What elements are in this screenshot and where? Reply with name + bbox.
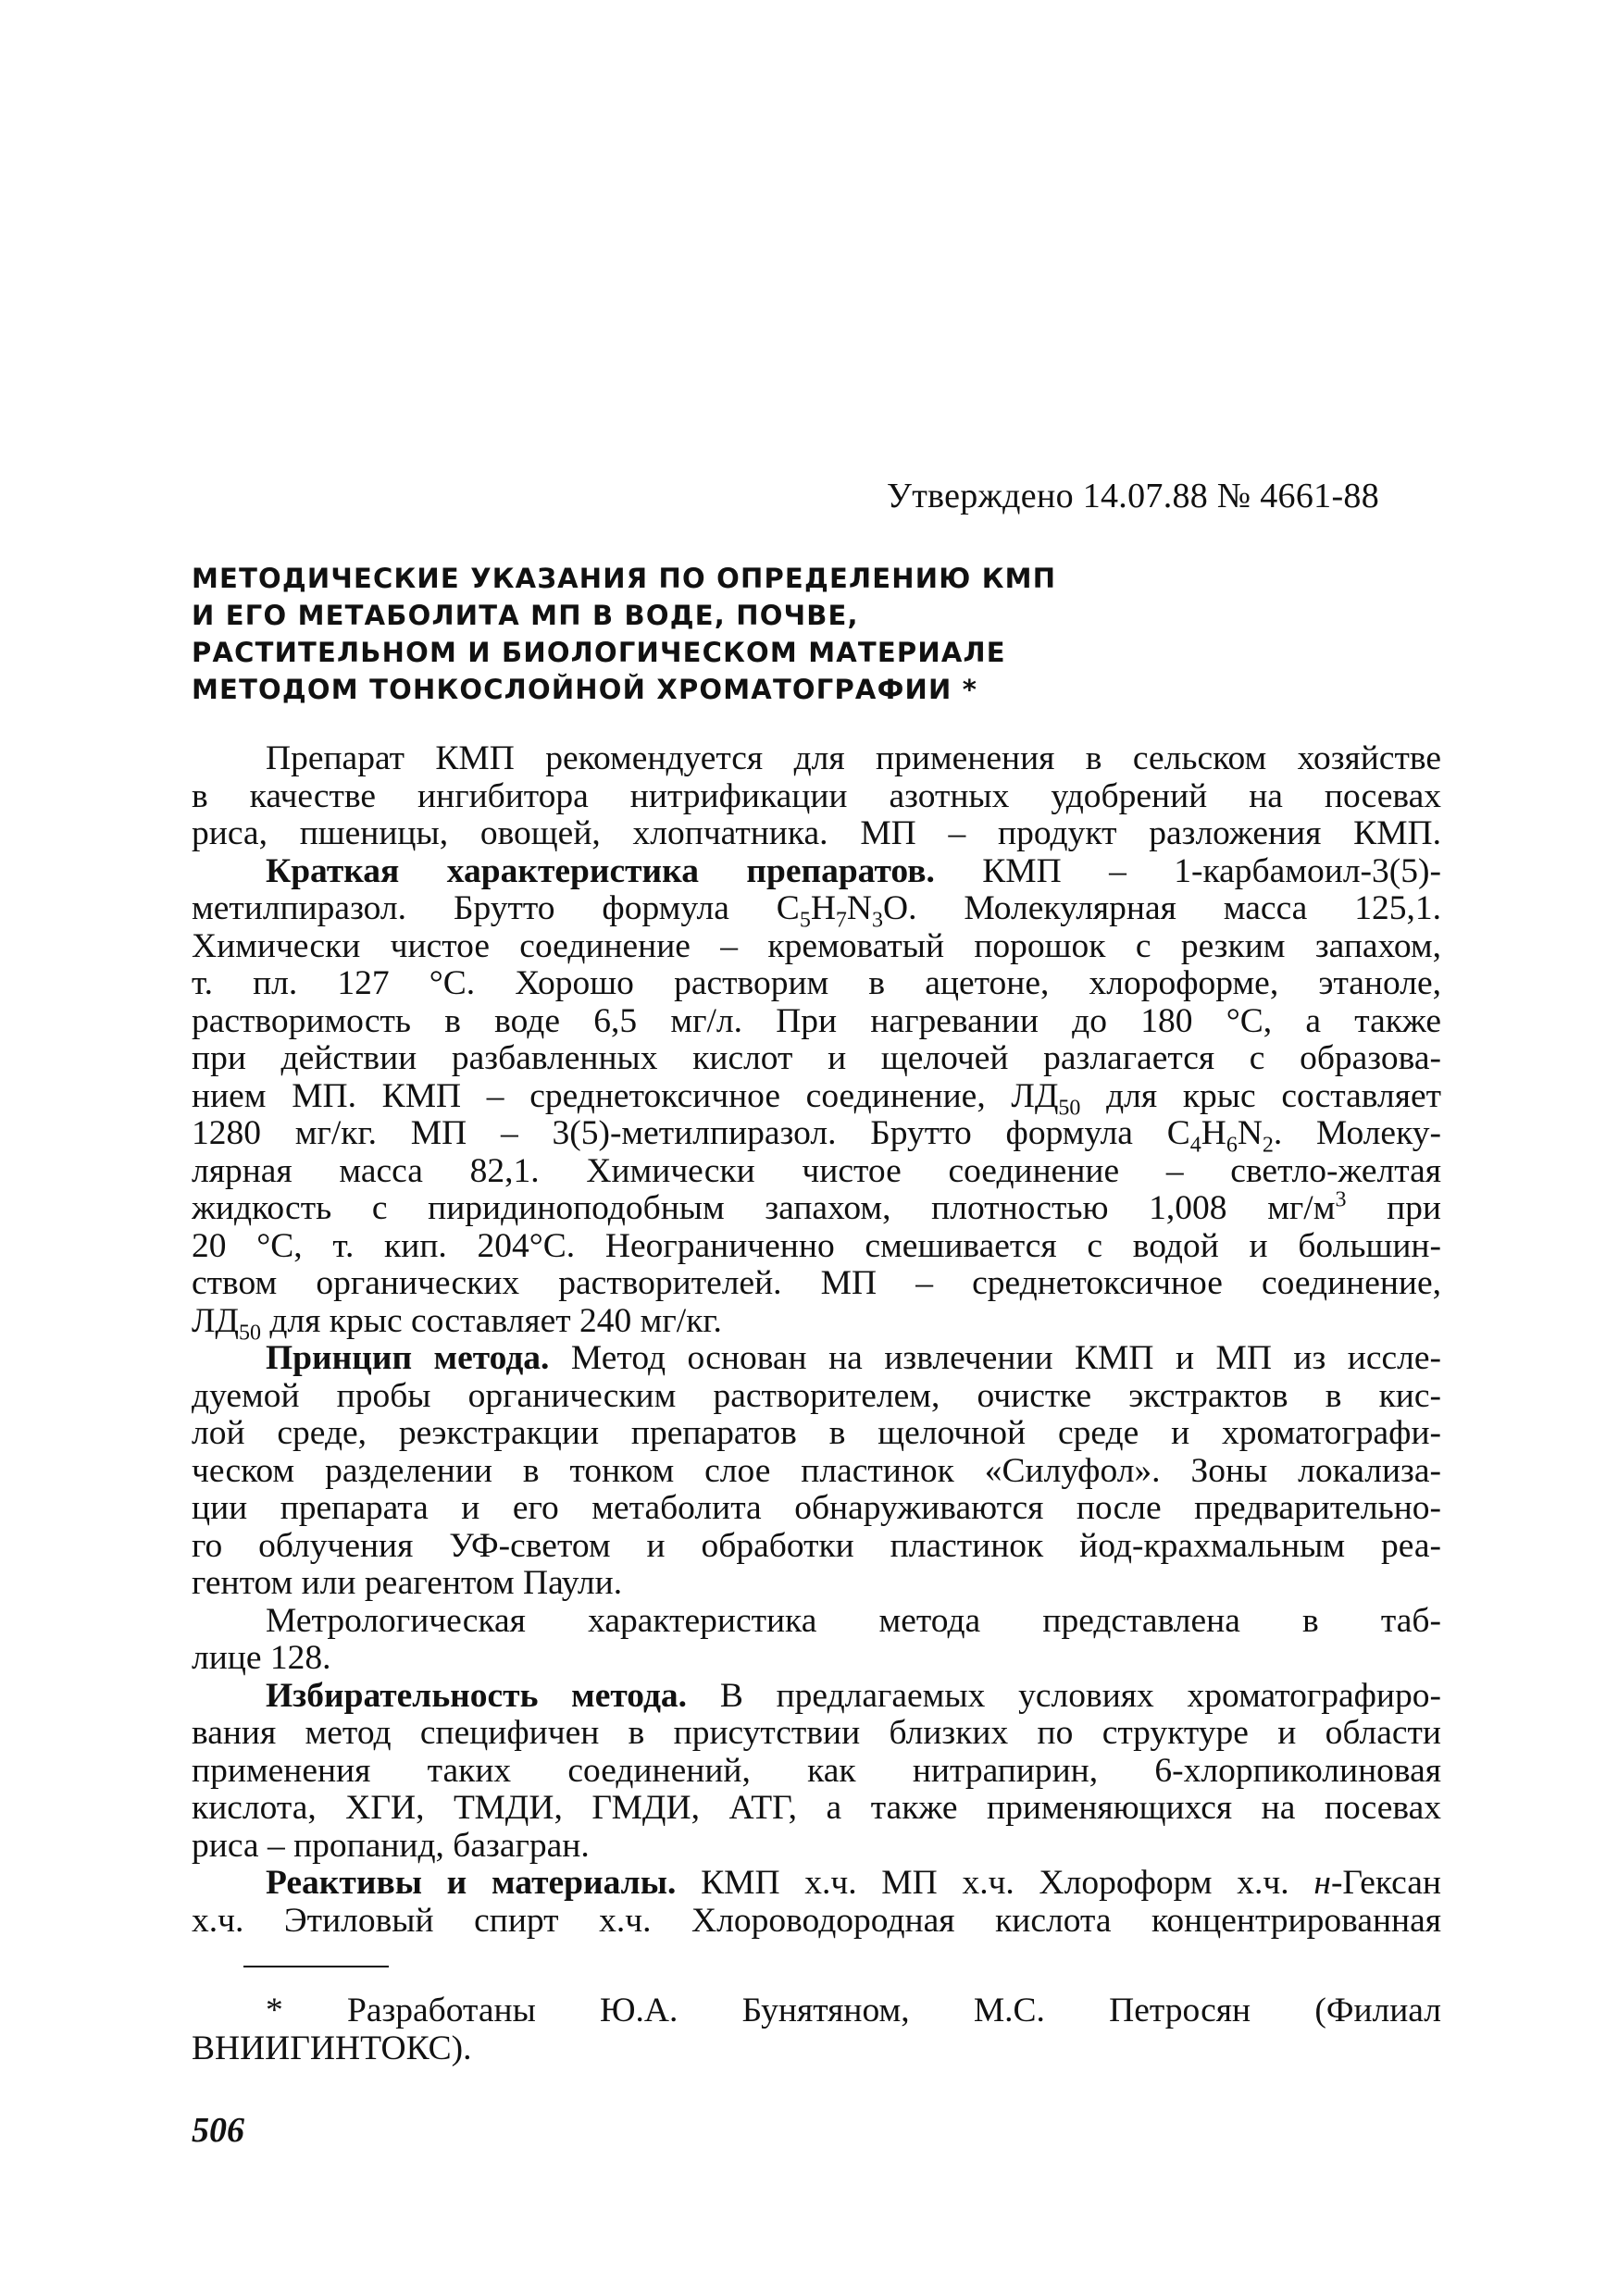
text-run: O. (883, 890, 917, 927)
text-run: жидкость с пиридиноподобным запахом, плотностью 1,008 мг/м (192, 1190, 1336, 1227)
subscript: 50 (239, 1321, 262, 1345)
text-run: N (846, 890, 872, 927)
text-line (192, 1301, 1441, 1345)
text-line: Препарат КМП рекомендуется для применения в сельском хозяйстве (266, 740, 1441, 777)
text-line: лой среде, реэкстракции препаратов в щелочной среде и хроматографи- (192, 1415, 1441, 1452)
text-line (192, 1678, 1441, 1716)
text-line: в качестве ингибитора нитрификации азотных удобрений на посевах (192, 777, 1441, 815)
text-line: ством органических растворителей. МП – среднетоксичное соединение, (192, 1265, 1441, 1302)
text-run: ЛД (192, 1301, 240, 1340)
text-line (192, 853, 1441, 891)
text-line (192, 1190, 1441, 1228)
footnote (192, 1992, 1441, 2067)
text-run: . Молеку- (1273, 1115, 1441, 1152)
body-text (192, 740, 1441, 1940)
subscript: 4 (1189, 1133, 1201, 1153)
section-heading: Реактивы и материалы. (266, 1865, 677, 1902)
text-line (192, 890, 1441, 928)
text-line: гентом или реагентом Паули. (192, 1564, 623, 1602)
title-line: МЕТОДОМ ТОНКОСЛОЙНОЙ ХРОМАТОГРАФИИ * (192, 674, 978, 705)
text-run: для крыс составляет 240 мг/кг. (261, 1301, 722, 1340)
text-line: лярная масса 82,1. Химически чистое соединение – светло-желтая (192, 1152, 1441, 1190)
text-line: Метрологическая характеристика метода представлена в таб- (266, 1602, 1441, 1640)
text-run: метилпиразол. Брутто формула C (192, 890, 800, 927)
subscript: 7 (835, 908, 847, 928)
text-run: для крыс составляет (1080, 1077, 1441, 1115)
page-number: 506 (192, 2111, 244, 2150)
text-run: нием МП. КМП – среднетоксичное соединение, ЛД (192, 1077, 1059, 1115)
text-line: 20 °С, т. кип. 204°С. Неограниченно смешивается с водой и большин- (192, 1227, 1441, 1265)
title-line: МЕТОДИЧЕСКИЕ УКАЗАНИЯ ПО ОПРЕДЕЛЕНИЮ КМП (192, 563, 1057, 594)
text-run: 1280 мг/кг. МП – 3(5)-метилпиразол. Брутто формула C (192, 1115, 1190, 1152)
text-line: т. пл. 127 °С. Хорошо растворим в ацетоне, хлороформе, этаноле, (192, 965, 1441, 1002)
subscript: 6 (1226, 1133, 1238, 1153)
section-heading: Краткая характеристика препаратов. (266, 852, 935, 890)
text-line: вания метод специфичен в присутствии близких по структуре и области (192, 1715, 1441, 1752)
subscript: 2 (1262, 1133, 1274, 1153)
text-line (192, 1340, 1441, 1378)
title-line: И ЕГО МЕТАБОЛИТА МП В ВОДЕ, ПОЧВЕ, (192, 600, 859, 631)
text-line (192, 1078, 1441, 1116)
text-line: Химически чистое соединение – кремоватый порошок с резким запахом, (192, 927, 1441, 965)
text-line: кислота, ХГИ, ТМДИ, ГМДИ, АТГ, а также применяющихся на посевах (192, 1790, 1441, 1827)
text-line (192, 1115, 1441, 1153)
text-line: ции препарата и его метаболита обнаруживаются после предварительно- (192, 1490, 1441, 1527)
text-run: н (1313, 1865, 1331, 1902)
text-line: го облучения УФ-светом и обработки пластинок йод-крахмальным реа- (192, 1527, 1441, 1565)
text-line: х.ч. Этиловый спирт х.ч. Хлороводородная кислота концентрированная (192, 1902, 1441, 1940)
text-line (192, 1865, 1441, 1903)
text-run: H (810, 890, 836, 927)
text-run: В предлагаемых условиях хроматографиро- (687, 1677, 1441, 1715)
superscript: 3 (1335, 1190, 1347, 1212)
subscript: 50 (1058, 1096, 1081, 1115)
text-line: ческом разделении в тонком слое пластинок «Силуфол». Зоны локализа- (192, 1452, 1441, 1490)
document-title (192, 560, 1302, 708)
approval-line: Утверждено 14.07.88 № 4661-88 (887, 477, 1379, 515)
text-line: растворимость в воде 6,5 мг/л. При нагревании до 180 °С, а также (192, 1002, 1441, 1040)
text-run: КМП – 1-карбамоил-3(5)- (934, 852, 1441, 890)
section-heading: Принцип метода. (266, 1340, 550, 1377)
title-line: РАСТИТЕЛЬНОМ И БИОЛОГИЧЕСКОМ МАТЕРИАЛЕ (192, 637, 1006, 668)
text-run: -Гексан (1330, 1865, 1441, 1902)
text-line: при действии разбавленных кислот и щелочей разлагается с образова- (192, 1040, 1441, 1077)
text-line: риса – пропанид, базагран. (192, 1826, 590, 1865)
footnote-separator (243, 1966, 389, 1967)
text-line: лице 128. (192, 1639, 331, 1677)
section-heading: Избирательность метода. (266, 1677, 688, 1715)
subscript: 3 (872, 908, 883, 928)
text-run: при (1346, 1190, 1441, 1227)
footnote-line: ВНИИГИНТОКС). (192, 2029, 472, 2067)
text-line: риса, пшеницы, овощей, хлопчатника. МП – продукт разложения КМП. (192, 815, 1441, 852)
footnote-line: * Разработаны Ю.А. Бунятяном, М.С. Петросян (Филиал (266, 1992, 1441, 2029)
subscript: 5 (799, 908, 811, 928)
text-run: КМП х.ч. МП х.ч. Хлороформ х.ч. (676, 1865, 1314, 1902)
text-run: H (1201, 1115, 1226, 1152)
text-line: применения таких соединений, как нитрапирин, 6-хлорпиколиновая (192, 1752, 1441, 1790)
text-line: дуемой пробы органическим растворителем, очистке экстрактов в кис- (192, 1377, 1441, 1415)
text-run: Молекулярная масса 125,1. (916, 890, 1441, 927)
text-run: N (1237, 1115, 1263, 1152)
text-run: Метод основан на извлечении КМП и МП из иссле- (549, 1340, 1441, 1377)
